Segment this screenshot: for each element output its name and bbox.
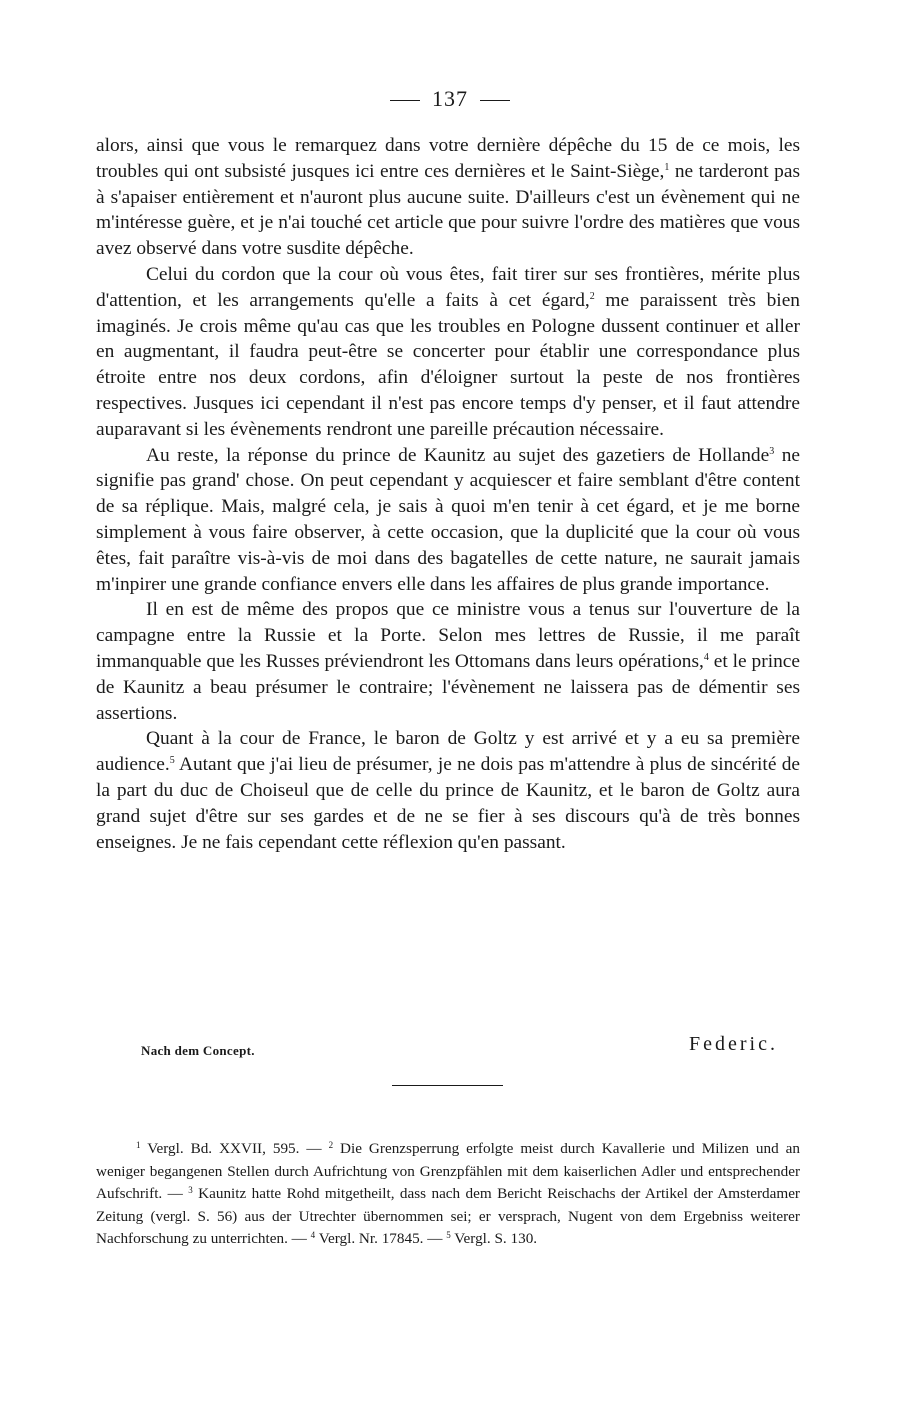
paragraph-4-text-a: Il en est de même des propos que ce ministre vous a tenus sur l'ouverture de la campagne entre la Russie et la Porte. Selon mes lettres de Russie, il me paraît immanquable que les Russes préviendront les Ottomans dans leurs opérations, xyxy=(96,599,800,672)
paragraph-1-text-a: alors, ainsi que vous le remarquez dans votre dernière dépêche du 15 de ce mois, les troubles qui ont subsisté jusques ici entre ces dernières et le Saint-Siège, xyxy=(96,135,800,182)
footnote-ref-1: 1 xyxy=(664,161,670,173)
paragraph-5-text-b: Autant que j'ai lieu de présumer, je ne dois pas m'attendre à plus de sincérité de la part du duc de Choiseul que de celle du prince de Kaunitz, et le baron de Goltz aura grand sujet d'être sur ses gardes et de ne se fier à ses discours qu'à de très bonnes enseignes. Je ne fais cependant cette réflexion qu'en passant. xyxy=(96,754,800,853)
footnote-ref-4: 4 xyxy=(703,651,709,663)
footnote-text-3: Kaunitz hatte Rohd mitgetheilt, dass nach dem Bericht Reischachs der Artikel der Amsterdamer Zeitung (vergl. S. 56) aus der Utrechter übernommen sei; er versprach, Nugent von dem Ergebniss weiterer Nachforschung zu unterrichten. — xyxy=(96,1185,800,1248)
footnote-text-2: Die Grenzsperrung erfolgte meist durch Kavallerie und Milizen und an weniger begangenen Stellen durch Aufrichtung von Grenzpfählen mit dem kaiserlichen Adler und entsprechender Aufschrift. — xyxy=(96,1140,800,1203)
footnote-ref-3: 3 xyxy=(769,445,775,457)
paragraph-1-text-b: ne tarderont pas à s'apaiser entièrement et n'auront plus aucune suite. D'ailleurs c'est un évènement qui ne m'intéresse guère, et je n'ai touché cet article que pour suivre l'ordre des matières que vous avez observé dans votre susdite dépêche. xyxy=(96,160,800,260)
footnotes xyxy=(96,1138,800,1251)
source-note: Nach dem Concept. xyxy=(141,1043,255,1058)
footnote-text-1: Vergl. Bd. XXVII, 595. — xyxy=(140,1140,329,1157)
paragraph-3-text-b: ne signifie pas grand' chose. On peut cependant y acquiescer et faire semblant d'être content de sa réplique. Mais, malgré cela, je sais à quoi m'en tenir à cet égard, et je me borne simplement à vous faire observer, à cette occasion, que la duplicité que la cour où vous êtes, fait paraître vis-à-vis de moi dans des bagatelles de cette nature, ne saurait jamais m'inpirer une grande confiance envers elle dans les affaires de plus grande importance. xyxy=(96,444,800,595)
page-number-text: 137 xyxy=(432,86,468,111)
paragraph-4-text-b: et le prince de Kaunitz a beau présumer le contraire; l'évènement ne laissera pas de démentir ses assertions. xyxy=(96,650,800,724)
page-number-left-rule xyxy=(390,100,420,101)
footnote-mark-5: 5 xyxy=(446,1230,451,1241)
footnote-mark-3: 3 xyxy=(188,1185,193,1196)
paragraph-2 xyxy=(96,262,800,443)
letter-body xyxy=(96,133,800,855)
paragraph-5 xyxy=(96,726,800,855)
page-number-right-rule xyxy=(480,100,510,101)
paragraph-2-text-b: me paraissent très bien imaginés. Je crois même qu'au cas que les troubles en Pologne dussent continuer et aller en augmentant, il faudra peut-être se concerter pour établir une correspondance plus étroite entre nos deux cordons, afin d'éloigner surtout la peste de nos frontières respectives. Jusques ici cependant il n'est pas encore temps d'y penser, et il faut attendre auparavant si les évènements rendront une pareille précaution nécessaire. xyxy=(96,289,801,440)
footnote-separator xyxy=(392,1085,503,1086)
paragraph-1 xyxy=(96,133,800,262)
footnote-ref-5: 5 xyxy=(169,755,175,767)
footnote-mark-4: 4 xyxy=(310,1230,316,1241)
paragraph-3 xyxy=(96,443,800,598)
footnote-text-4: Vergl. Nr. 17845. — xyxy=(315,1230,447,1248)
paragraph-3-text-a: Au reste, la réponse du prince de Kaunitz au sujet des gazetiers de Hollande xyxy=(146,444,770,466)
footnote-mark-1: 1 xyxy=(136,1140,141,1150)
footnote-mark-2: 2 xyxy=(328,1140,334,1150)
footnote-ref-2: 2 xyxy=(589,290,595,302)
closing xyxy=(141,1033,778,1063)
paragraph-5-text-a: Quant à la cour de France, le baron de Goltz y est arrivé et y a eu sa première audience. xyxy=(96,728,800,776)
footnote-block xyxy=(96,1138,800,1251)
paragraph-4 xyxy=(96,597,800,726)
footnote-text-5: Vergl. S. 130. xyxy=(450,1230,538,1248)
page-number xyxy=(0,86,900,112)
paragraph-2-text-a: Celui du cordon que la cour où vous êtes, fait tirer sur ses frontières, mérite plus d'attention, et les arrangements qu'elle a faits à cet égard, xyxy=(96,263,800,311)
signature: Federic. xyxy=(689,1033,778,1055)
